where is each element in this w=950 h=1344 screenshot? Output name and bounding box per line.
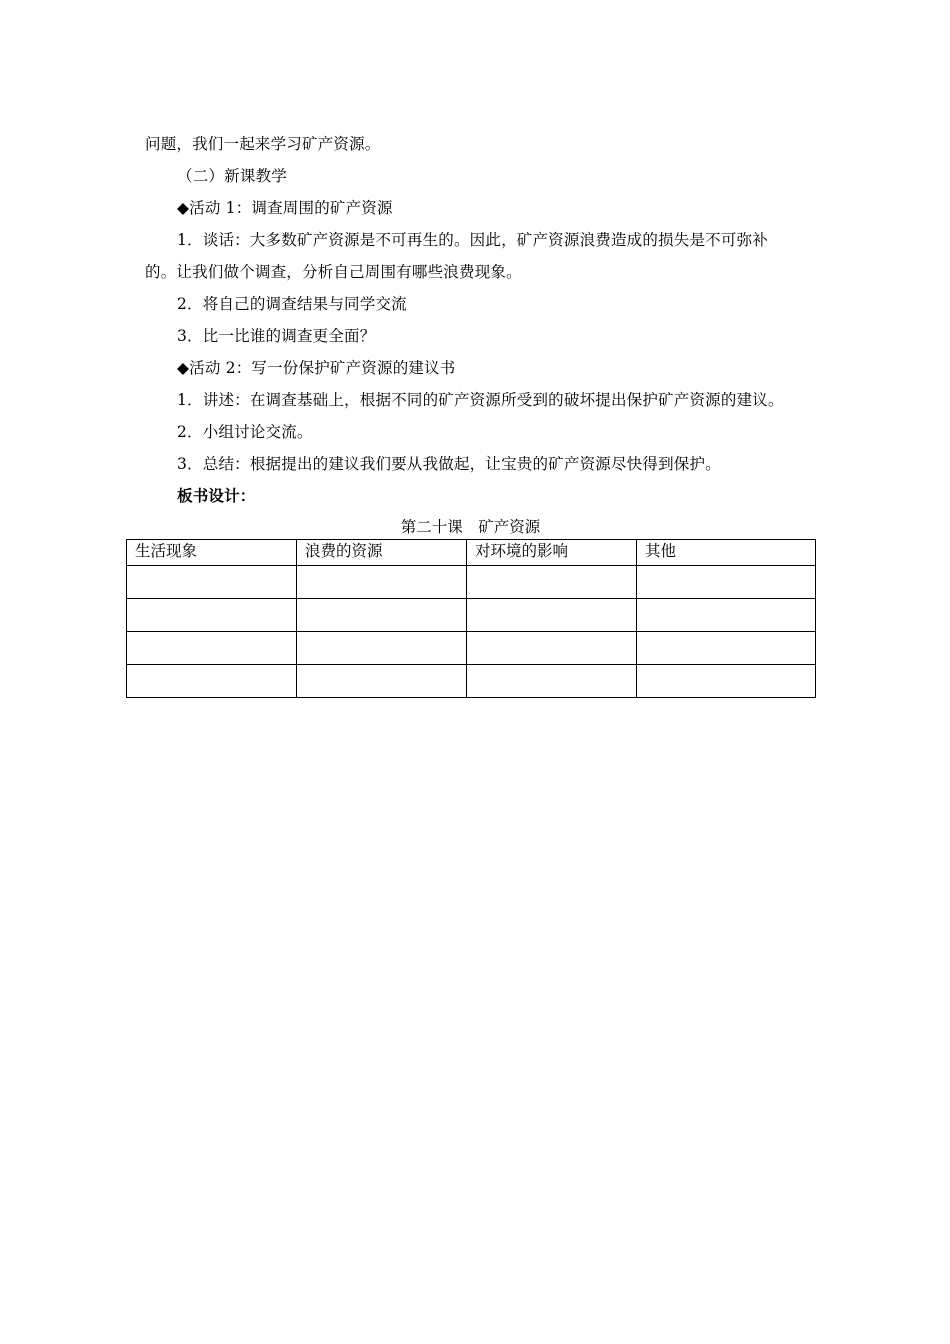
- table-cell: [127, 599, 297, 632]
- paragraph-intro-end: 问题，我们一起来学习矿产资源。: [145, 135, 381, 153]
- column-header-wasted-resource: 浪费的资源: [297, 540, 467, 566]
- table-row: [127, 599, 816, 632]
- table-cell: [127, 665, 297, 698]
- table-header-row: [127, 540, 816, 566]
- table-cell: [637, 599, 816, 632]
- column-header-environment-impact: 对环境的影响: [467, 540, 637, 566]
- board-caption: 第二十课 矿产资源: [400, 518, 541, 536]
- activity-2-step-3: 3．总结：根据提出的建议我们要从我做起，让宝贵的矿产资源尽快得到保护。: [177, 455, 721, 473]
- activity-2-step-1: 1．讲述：在调查基础上，根据不同的矿产资源所受到的破坏提出保护矿产资源的建议。: [177, 391, 784, 409]
- section-heading-new-lesson: （二）新课教学: [177, 167, 287, 185]
- table-row: [127, 632, 816, 665]
- table-cell: [467, 665, 637, 698]
- board-table: [126, 539, 816, 698]
- table-cell: [467, 599, 637, 632]
- activity-1-step-1: 1．谈话：大多数矿产资源是不可再生的。因此，矿产资源浪费造成的损失是不可弥补: [177, 231, 768, 249]
- table-cell: [297, 665, 467, 698]
- activity-2-heading: ◆活动 2：写一份保护矿产资源的建议书: [177, 359, 456, 377]
- table-cell: [297, 632, 467, 665]
- board-design-heading: 板书设计：: [177, 486, 256, 505]
- activity-2-step-2: 2．小组讨论交流。: [177, 423, 313, 441]
- table-cell: [297, 566, 467, 599]
- table-row: [127, 566, 816, 599]
- table-cell: [637, 632, 816, 665]
- table-cell: [637, 665, 816, 698]
- activity-1-step-3: 3．比一比谁的调查更全面？: [177, 327, 376, 345]
- activity-1-step-1-cont: 的。让我们做个调查，分析自己周围有哪些浪费现象。: [145, 263, 522, 281]
- table-cell: [467, 566, 637, 599]
- table-cell: [127, 566, 297, 599]
- table-cell: [467, 632, 637, 665]
- column-header-life-phenomenon: 生活现象: [127, 540, 297, 566]
- table-row: [127, 665, 816, 698]
- table-cell: [637, 566, 816, 599]
- activity-1-heading: ◆活动 1：调查周围的矿产资源: [177, 199, 393, 217]
- activity-1-step-2: 2．将自己的调查结果与同学交流: [177, 295, 407, 313]
- table-cell: [127, 632, 297, 665]
- table-cell: [297, 599, 467, 632]
- column-header-other: 其他: [637, 540, 816, 566]
